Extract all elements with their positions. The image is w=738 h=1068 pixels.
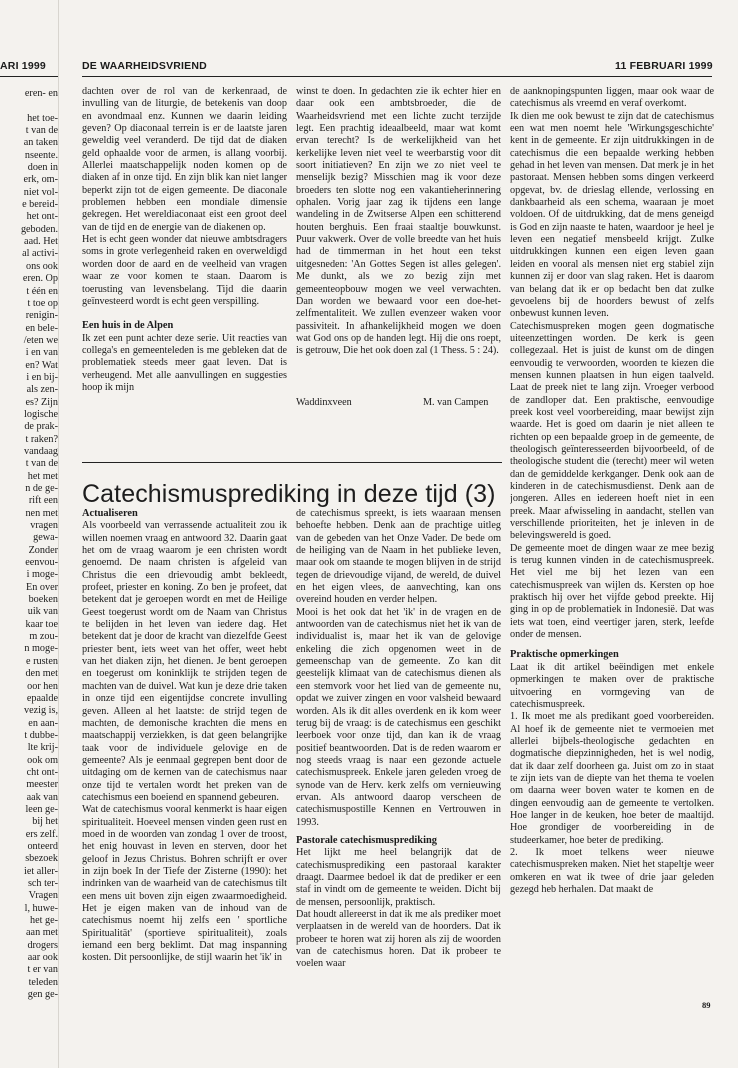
fragment-line: drogers [27,939,58,951]
fragment-line: n moge- [24,643,58,655]
page-number: 89 [702,1000,711,1010]
fragment-line: eenvou- [25,557,58,569]
paragraph: de catechismus spreekt, is iets waaraan mensen behoefte hebben. Denk aan de prachtige uitleg van de gebeden van het Onze Vader. De bede om de heiliging van de Naam in het publieke leven, maar ook om staande te mogen blijven in de strijd tegen de drievoudige vijand, de wereld, de duivel en het eigen vlees, de aanvechting, kan ons overeind houden en verder helpen. [296,508,501,606]
paragraph: 1. Ik moet me als predikant goed voorbereiden. Al hoef ik de gemeente niet te vermoeien met allerlei bijbels-theologische gedachten en dogmatische diepzinnigheden, het is wel nodig, dat ik daar zelf doorheen ga. Juist om zo in staat te zijn iets van de diepte van het thema te voelen om daarna weer boven water te komen en de dingen eenvoudig aan de gemeente te vertolken. Hoe langer in de keuken, hoe beter de maaltijd. Hoe grondiger de voorbereiding in de studeerkamer, hoe beter de prediking. [510,711,714,846]
fragment-line: en bele- [25,322,58,334]
fragment-line: den met [25,668,58,680]
fragment-line: aar ook [27,952,58,964]
fragment-line: en? Wat [25,359,58,371]
fragment-line: uik van [27,606,58,618]
subheading: Pastorale catechismusprediking [296,834,437,846]
fragment-line: lte krij- [27,742,58,754]
fragment-line: aak van [26,791,58,803]
fragment-line: cht ont- [26,766,58,778]
paragraph: de aanknopingspunten liggen, maar ook waar de catechismus als vreemd en veraf overkomt. [510,86,714,110]
fragment-line: sbezoek [25,853,58,865]
fragment-line: en aan- [28,717,58,729]
fragment-line: es? Zijn [25,396,58,408]
fragment-line: m zou- [29,631,58,643]
fragment-line: logische [24,408,58,420]
page-gutter [58,0,59,1068]
subheading: Praktische opmerkingen [510,649,619,661]
fragment-line: als zen- [26,384,58,396]
fragment-line: de prak- [24,421,58,433]
paragraph: Wat de catechismus vooral kenmerkt is haar eigen spiritualiteit. Hoeveel mensen vinden geen rust en moed in de woorden van zondag 1 over de troost, het enig houvast in leven en sterven, door het geloof in Jezus Christus. Bohren schrijft er over in zijn boek In der Tiefe der Zisterne (1990): het indrinken van de waarheid van de catechismus tilt een mens uit boven zijn eigen zwaarmoedigheid. Het je eigen maken van de inhoud van de catechismus noemt hij zelfs een ' sportliche Spiritualität' (sportieve spiritualiteit), zoals iemand een berg beklimt. Dat mag inspanning kosten. Dit persoonlijke, de stijl waarin het 'ik' in [82,804,287,964]
subheading: Actualiseren [82,508,138,519]
article-divider [82,462,502,463]
paragraph: dachten over de rol van de kerkenraad, de invulling van de liturgie, de betekenis van doop en avondmaal enz. Kunnen we daarin leiding geven? Op diaconaal terrein is er de laatste jaren geweldig veel veranderd. De tijd dat de diaken geld ophaalde voor de armen, is allang voorbij. Allerlei maatschappelijk noden komen op de diaken af in onze tijd. En zijn blik kan niet langer beperkt zijn tot de eigen gemeente. De diaconale problemen hebben een mondiale dimensie gekregen. Het wereldiaconaat eist een groot deel van de tijd en de energie van de diakenen op. [82,86,287,233]
fragment-line: het met [27,470,58,482]
paragraph: De gemeente moet de dingen waar ze mee bezig is terug kunnen vinden in de catechismuspreek. Het viel me bij het lezen van een catechismuspreek van wijlen ds. Kersten op hoe praktisch hij over het vijfde gebod preekte. Hij ging in op de problematiek in Indonesië. Dat was iets wat toen, eind veertiger jaren, sterk, leefde onder de mensen. [510,542,714,641]
paragraph: Het lijkt me heel belangrijk dat de catechismusprediking een pastoraal karakter draagt. Daarmee bedoel ik dat de prediker er een staf in vindt om de gemeente te weiden. Dicht bij de mensen, persoonlijk, praktisch. Dat houdt allereerst in dat ik me als prediker moet verplaatsen in de wereld van de hoorders. Dat ik probeer te horen wat zij horen als zij de woorden van de catechismus horen. Dat ik probeer te voelen waar [296,847,501,970]
paragraph: Ik zet een punt achter deze serie. Uit reacties van collega's en gemeenteleden is me gebleken dat de problematiek steeds meer gaat leven. Dat is verheugend. Met alle aanvullingen en suggesties hoop ik mijn [82,332,287,393]
fragment-line: Vragen [28,890,58,902]
fragment-line: ook om [27,754,58,766]
fragment-line: i moge- [26,569,58,581]
paragraph: Het is echt geen wonder dat nieuwe ambtsdragers soms in grote verlegenheid raken en overweldigd worden door de aard en de veelheid van vragen waar ze voor komen te staan. Daarom is toerusting van levensbelang. Tijd die daarin geïnvesteerd wordt is echt geen verspilling. [82,234,287,307]
fragment-line: sch ter- [27,878,58,889]
fragment-line: erk, om- [23,174,58,186]
article-column-2 [296,508,501,1008]
fragment-line: eren. Op [22,273,58,285]
fragment-line: gewa- [33,532,58,544]
fragment-line: ers zelf. [25,828,58,840]
fragment-line: gen ge- [27,989,58,1001]
fragment-line: t dubbe- [24,729,58,741]
fragment-line: niet vol- [23,186,58,198]
fragment-line: /eten we [23,334,58,346]
fragment-line: vezig is, [24,705,58,717]
fragment-line: i en van [25,347,58,359]
fragment-line: vragen [30,520,58,532]
fragment-line: aad. Het [24,236,58,248]
fragment-line: bij het [32,816,58,828]
fragment-line: l, huwe- [24,902,58,914]
fragment-line: leen ge- [25,803,58,815]
fragment-line: ons ook [26,260,58,272]
paragraph: Catechismuspreken mogen geen dogmatische uiteenzettingen worden. De kerk is geen collegezaal. Het is juist de kunst om de dingen eenvoudig te verwoorden, woorden te kiezen die mensen kunnen plaatsen in hun eigen taalveld. Laat de preek niet te lang zijn. Vroeger verbood de zandloper dat. Een praktische, eenvoudige preek kost veel voorbereiding, maar bewijst zijn waarde. Het is goed om daarin je niet alleen te richten op een bepaalde groep in de gemeente, de theologisch geïnteresseerden bijvoorbeeld, of de theologische student die (terecht) meer wil weten dan de gemiddelde kerkganger. Denk ook aan de kinderen in de catechismusdienst. Denk aan de jongeren. Alles en iedereen hoeft niet in een preek. Maar afwisseling in aandacht, stellen van verschillende prioriteiten, het je inleven in de belevingswereld is goed. [510,320,714,542]
fragment-line: eren- en [24,88,58,99]
journal-name: DE WAARHEIDSVRIEND [82,60,207,72]
header-rule [82,76,712,77]
prev-page-text-fragment [0,88,58,1001]
paragraph: Als voorbeeld van verrassende actualiteit zou ik willen noemen vraag en antwoord 32. Daarin gaat het om de vraag waarom je een christen wordt genoemd. De naam christen is afgeleid van Christus die een drievoudig ambt bekleedt, profeet, priester en koning. Zo ben je profeet, dat betekent dat je geroepen wordt en met de Heilige Geest toegerust wordt om de Naam van Christus te belijden in het leven van iedere dag. Het betekent dat je door de kracht van diezelfde Geest priester bent, iets weet van het offer, weet hebt van het diaken zijn, het dienen. Je bent geroepen en toegerust om koninklijk te strijden tegen de machten van de duivel. Wat kun je deze drie taken in onze tijd een eigentijdse concrete invulling geven. Alleen al het laatste: de strijd tegen de machten, de demonische krachten die mens en maatschappij verziekken, is dat geen belangrijke taak voor de individuele gelovige en de gemeente? Als je eenmaal gegrepen bent door de uitdaging om de kernen van de catechismus naar onze tijd te vertalen wordt het preken van de catechismus een boeiend en spannend gebeuren. [82,520,287,803]
fragment-line: t raken? [25,433,58,445]
paragraph: 2. Ik moet telkens weer nieuwe catechismuspreken maken. Niet het stapeltje weer omkeren en wat ik twee of drie jaar geleden gezegd heb herhalen. Dat maakt de [510,846,714,895]
subheading: Een huis in de Alpen [82,320,174,332]
fragment-line: t van de [25,458,58,470]
fragment-line: meester [26,779,58,791]
prev-page-header-fragment: ARI 1999 [0,60,46,72]
article-column-1 [82,508,287,1008]
fragment-line: rift een [28,495,58,507]
paragraph: Mooi is het ook dat het 'ik' in de vragen en de antwoorden van de catechismus niet het ik van de individualist is, maar het ik van de gelovige enkeling die zich opgenomen weet in de gemeenschap van de gemeente. Zo kan dit geestelijk klimaat van de catechismus dienen als een stemvork voor het lied van de gemeente nu, opdat we zuiver zingen en voor valsheid bewaard worden. Als ik dit alles overdenk en ik kom weer terug bij de vraag: is de catechismus een geschikt leerboek voor onze tijd, dan kan ik de vraag positief beantwoorden. Dat is de reden waarom er nog steeds vraag is naar een gezonde actuele catechismuspreek. Enkele jaren geleden vroeg de synode van de Herv. kerk zelfs om vernieuwing ervan. Als antwoord daarop verscheen de catechismuspostille Kennen en Vertrouwen in 1993. [296,606,501,828]
signature-place: Waddinxveen [296,397,352,408]
paragraph: winst te doen. In gedachten zie ik echter hier en daar ook een ambtsbroeder, die de Waarheidsvriend met een lichte zucht terzijde legt. Een prachtig ideaalbeeld, maar wat komt ervan terecht? Is de werkelijkheid van het kerkelijke leven niet veel te weerbarstig voor dit soort initiatieven? En zijn we zo niet veel te menselijk bezig? Misschien mag ik voor deze broeders ten slotte nog een vakantieherinnering ophalen. Vorig jaar zag ik tijdens een lange wandeling in de Zwitserse Alpen een schitterend houten berghuis. Een fraai staaltje bouwkunst. Puur vakwerk. Over de volle breedte van het huis had de timmerman in het hout een tekst uitgesneden: 'An Gottes Segen ist alles gelegen'. Me dunkt, als we zo bezig zijn met gemeenteopbouw mogen we veel verwachten. Dan worden we bewaard voor een doe-het-zelfmentaliteit. We zullen evenzeer waken voor passiviteit. In afhankelijkheid mogen we doen wat God ons op de handen legt. Hij die ons roept, is getrouw, Die het ook doen zal (1 Thess. 5 : 24). [296,86,501,357]
fragment-line: n de ge- [25,483,58,494]
fragment-line [0,100,58,112]
fragment-line: aan met [26,927,58,939]
fragment-line: vandaag [24,445,58,457]
fragment-line: teleden [28,976,58,988]
fragment-line: al activi- [22,248,58,260]
fragment-line: nen met [25,507,58,519]
prev-article-column-1 [82,86,287,466]
fragment-line: e rusten [26,655,58,667]
fragment-line: t toe op [27,297,58,309]
fragment-line: e bereid- [22,199,58,211]
fragment-line: i en bij- [26,371,58,383]
fragment-line: onteerd [27,840,58,852]
fragment-line: oor hen [27,680,58,692]
fragment-line: geboden. [20,223,58,235]
prev-article-column-2 [296,86,501,386]
article-title: Catechismusprediking in deze tijd (3) [82,480,496,508]
signature-name: M. van Campen [423,397,489,408]
fragment-line: boeken [28,594,58,606]
paragraph: Laat ik dit artikel beëindigen met enkele opmerkingen te maken over de praktische uitvoering en vormgeving van de catechismuspreek. [510,661,714,710]
fragment-line: epaalde [26,692,58,704]
fragment-line: het ont- [26,211,58,223]
fragment-line: nseente. [24,149,58,161]
fragment-line: kaar toe [25,618,58,630]
fragment-line: t van de [25,125,58,137]
fragment-line: doen in [27,162,58,174]
article-column-3 [510,86,714,1008]
issue-date: 11 FEBRUARI 1999 [615,60,713,72]
fragment-line: En over [26,581,58,593]
prev-page-header-rule [0,76,58,77]
fragment-line: het toe- [27,112,58,124]
fragment-line: an taken [23,137,58,149]
paragraph: Ik dien me ook bewust te zijn dat de catechismus een wat men noemt hele 'Wirkungsgeschichte' kent in de gemeente. Er zijn uitdrukkingen in de catechismus die een bepaalde werking hebben gehad in het leven van mensen. Dat merk je in het pastoraat. Mensen hebben soms dingen verkeerd opgevat, bv. de drieslag ellende, verlossing en dankbaarheid als een schema, waaraan je moet voldoen. Of de uitdrukking, dat de mens geneigd is God en zijn naaste te haten, waardoor je heel je leven een negatief mensbeeld krijgt. Zulke uitdrukkingen kunnen een eigen leven gaan leiden en vooral als mensen niet erg stabiel zijn kunnen zij er door van slag raken. Het is daarom van belang dat ik er op bedacht ben dat zulke gevoelens bij de hoorders bewust of zelfs onbewust kunnen leven. [510,110,714,320]
fragment-line: Zonder [28,544,58,556]
fragment-line: renigin- [25,310,58,322]
fragment-line: t er van [27,964,58,976]
fragment-line: iet aller- [23,865,58,877]
fragment-line: t één en [26,285,58,297]
fragment-line: het ge- [29,915,58,927]
